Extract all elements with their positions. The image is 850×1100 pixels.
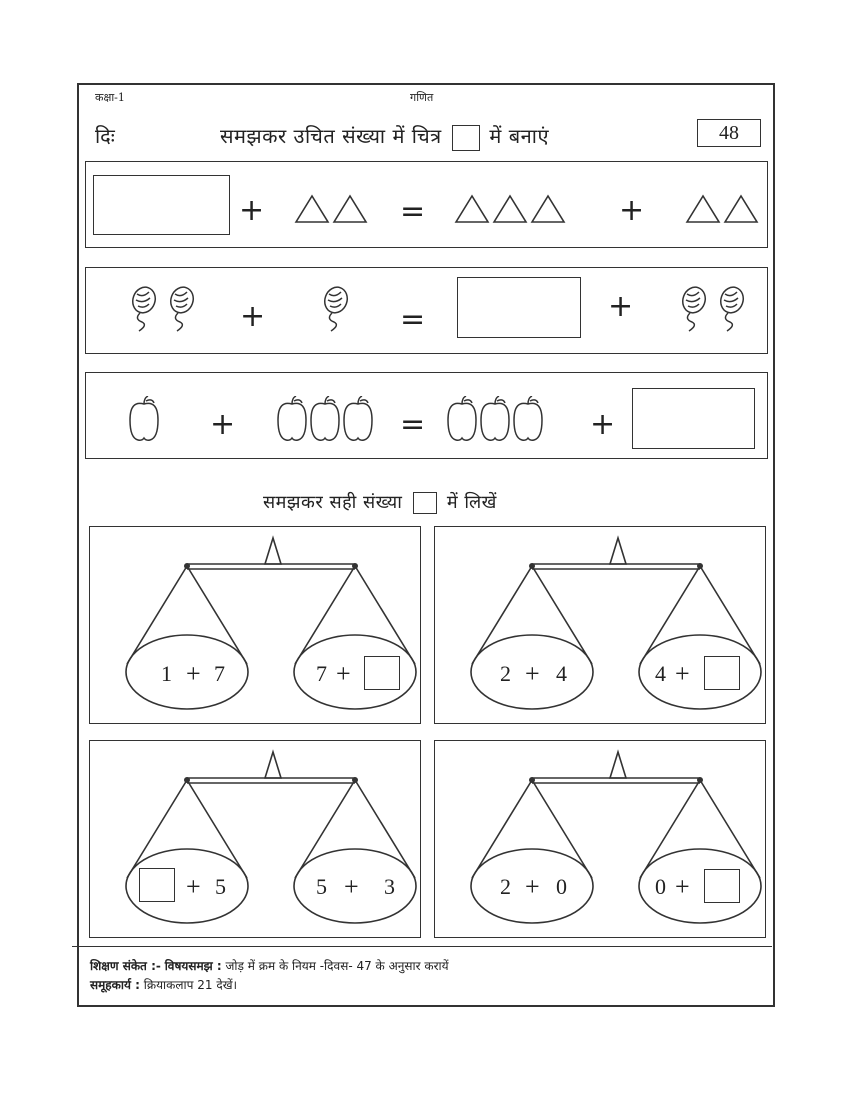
answer-box-row3[interactable]: [632, 388, 755, 449]
plus-sign: +: [608, 289, 634, 324]
answer-box-balance1[interactable]: [364, 656, 400, 690]
balance1-right-a: 7: [316, 661, 327, 686]
instruction-prefix: दिः: [95, 124, 116, 148]
balance3-right-a: 5: [316, 874, 327, 899]
subject-understanding-label: विषयसमझ :: [164, 959, 222, 973]
plus-sign: +: [619, 193, 645, 228]
plus-sign: +: [525, 872, 540, 901]
balance2-left-b: 4: [556, 661, 567, 686]
apples-three-icon: [446, 396, 546, 444]
plus-sign: +: [344, 872, 359, 901]
section2-box-icon: [413, 492, 437, 514]
balance-scale-icon: [434, 526, 766, 724]
group-work-note: [90, 976, 237, 993]
teaching-label: शिक्षण संकेत :-: [90, 959, 161, 973]
plus-sign: +: [336, 659, 351, 688]
section2-before: समझकर सही संख्या: [263, 492, 403, 513]
equals-sign: =: [400, 407, 426, 442]
balloons-two-icon: [128, 284, 200, 336]
section2-after: में लिखें: [446, 492, 497, 513]
footer-divider: [72, 946, 772, 947]
plus-sign: +: [210, 407, 236, 442]
plus-sign: +: [675, 872, 690, 901]
balance3-right-b: 3: [384, 874, 395, 899]
group-work-label: समूहकार्य :: [90, 978, 140, 992]
plus-sign: +: [590, 407, 616, 442]
balance-scale-icon: [434, 740, 766, 938]
instruction-after: में बनाएं: [489, 124, 549, 148]
balance2-left-a: 2: [500, 661, 511, 686]
apple-one-icon: [128, 396, 162, 444]
answer-box-balance4[interactable]: [704, 869, 740, 903]
balance-scale-icon: [89, 526, 421, 724]
plus-sign: +: [239, 193, 265, 228]
balloon-one-icon: [320, 284, 354, 336]
page-number: 48: [697, 119, 761, 147]
balance3-left-b: 5: [215, 874, 226, 899]
plus-sign: +: [240, 299, 266, 334]
instruction-before: समझकर उचित संख्या में चित्र: [220, 124, 442, 148]
balance4-right-a: 0: [655, 874, 666, 899]
balance-scale-icon: [89, 740, 421, 938]
balance1-left-a: 1: [161, 661, 172, 686]
plus-sign: +: [525, 659, 540, 688]
apples-three-icon: [276, 396, 376, 444]
plus-sign: +: [186, 659, 201, 688]
equals-sign: =: [400, 302, 426, 337]
triangles-three-icon: [452, 192, 570, 226]
teaching-note: [90, 957, 449, 974]
equals-sign: =: [400, 194, 426, 229]
class-label: कक्षा-1: [95, 91, 125, 104]
balance4-left-a: 2: [500, 874, 511, 899]
answer-box-balance2[interactable]: [704, 656, 740, 690]
answer-box-balance3[interactable]: [139, 868, 175, 902]
balance4-left-b: 0: [556, 874, 567, 899]
plus-sign: +: [675, 659, 690, 688]
subject-label: गणित: [410, 91, 434, 104]
balance2-right-a: 4: [655, 661, 666, 686]
balloons-two-icon: [678, 284, 750, 336]
section2-instruction: [263, 490, 497, 514]
group-work-text: क्रियाकलाप 21 देखें।: [143, 978, 238, 992]
subject-understanding-text: जोड़ में क्रम के नियम -दिवस- 47 के अनुसार करायें: [225, 959, 449, 973]
instruction-box-icon: [452, 125, 480, 151]
triangles-two-icon: [683, 192, 763, 226]
answer-box-row2[interactable]: [457, 277, 581, 338]
answer-box-row1[interactable]: [93, 175, 230, 235]
triangles-two-icon: [292, 192, 372, 226]
instruction-text: [220, 122, 549, 151]
plus-sign: +: [186, 872, 201, 901]
balance1-left-b: 7: [214, 661, 225, 686]
